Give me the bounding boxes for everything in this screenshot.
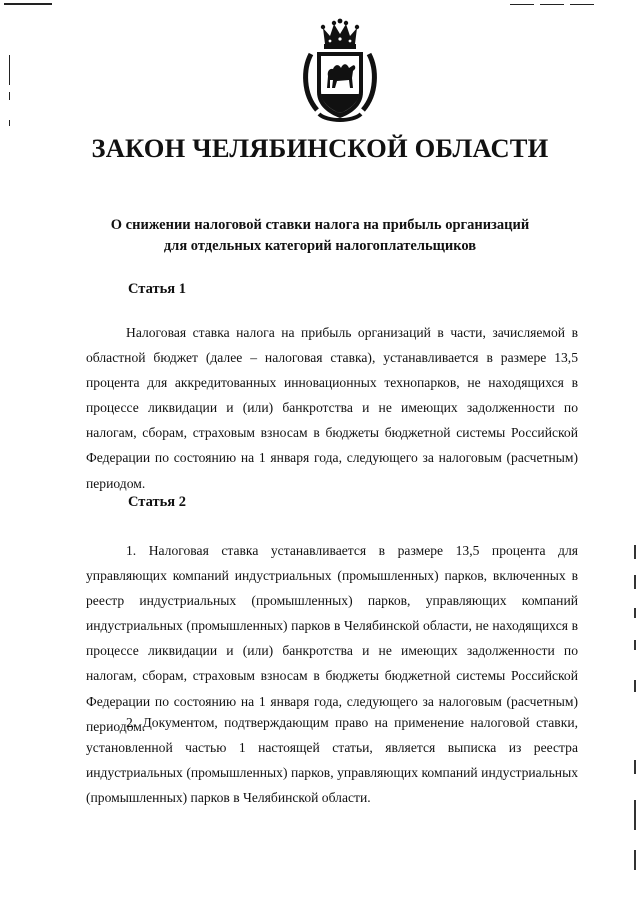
scan-mark-left-edge [9, 55, 10, 85]
scan-mark-left-edge [9, 92, 10, 100]
coat-of-arms-emblem [297, 14, 383, 126]
article-1-text [86, 320, 578, 496]
scan-mark-right-edge [634, 545, 636, 559]
scan-mark-top-right [510, 4, 534, 5]
scan-mark-left-edge [9, 120, 10, 126]
scan-mark-right-edge [634, 608, 636, 618]
scan-mark-right-edge [634, 680, 636, 692]
subtitle-line-1: О снижении налоговой ставки налога на прибыль организаций [110, 217, 530, 233]
article-2-heading: Статья 2 [128, 494, 186, 510]
scan-mark-top-left [4, 3, 52, 5]
article-1-body: Налоговая ставка налога на прибыль организаций в части, зачисляемой в областной бюджет (далее – налоговая ставка), устанавливается в размере 13,5 процента для аккредитованных инновационных технопарков, не находящихся в процессе ликвидации и (или) банкротства и не имеющих задолженности по налогам, сборам, страховым взносам в бюджеты бюджетной системы Российской Федерации по состоянию на 1 января года, следующего за налоговым (расчетным) периодом. [86, 325, 578, 491]
article-2-part-2-body: 2. Документом, подтверждающим право на применение налоговой ставки, установленной частью 1 настоящей статьи, является выписка из реестра индустриальных (промышленных) парков, управляющих компаний индустриальных (промышленных) парков в Челябинской области. [86, 715, 578, 806]
article-1-heading: Статья 1 [128, 281, 186, 297]
scan-mark-right-edge [634, 760, 636, 774]
article-2-part-1-body: 1. Налоговая ставка устанавливается в размере 13,5 процента для управляющих компаний индустриальных (промышленных) парков, включенных в реестр индустриальных (промышленных) парков, управляющих компаний индустриальных (промышленных) парков в Челябинской области, не находящихся в процессе ликвидации и (или) банкротства и не имеющих задолженности по налогам, сборам, страховым взносам в бюджеты бюджетной системы Российской Федерации по состоянию на 1 января года, следующего за налоговым (расчетным) периодом. [86, 543, 578, 734]
scan-mark-top-right [570, 4, 594, 5]
scan-mark-right-edge [634, 640, 636, 650]
document-title: ЗАКОН ЧЕЛЯБИНСКОЙ ОБЛАСТИ [91, 133, 549, 163]
scan-mark-right-edge [634, 850, 636, 870]
scan-mark-top-right [540, 4, 564, 5]
scan-mark-right-edge [634, 800, 636, 830]
article-2-part-2 [86, 710, 578, 810]
article-2-part-1 [86, 538, 578, 739]
scan-mark-right-edge [634, 575, 636, 589]
subtitle-line-2: для отдельных категорий налогоплательщиков [163, 238, 477, 254]
document-subtitle [70, 215, 570, 257]
